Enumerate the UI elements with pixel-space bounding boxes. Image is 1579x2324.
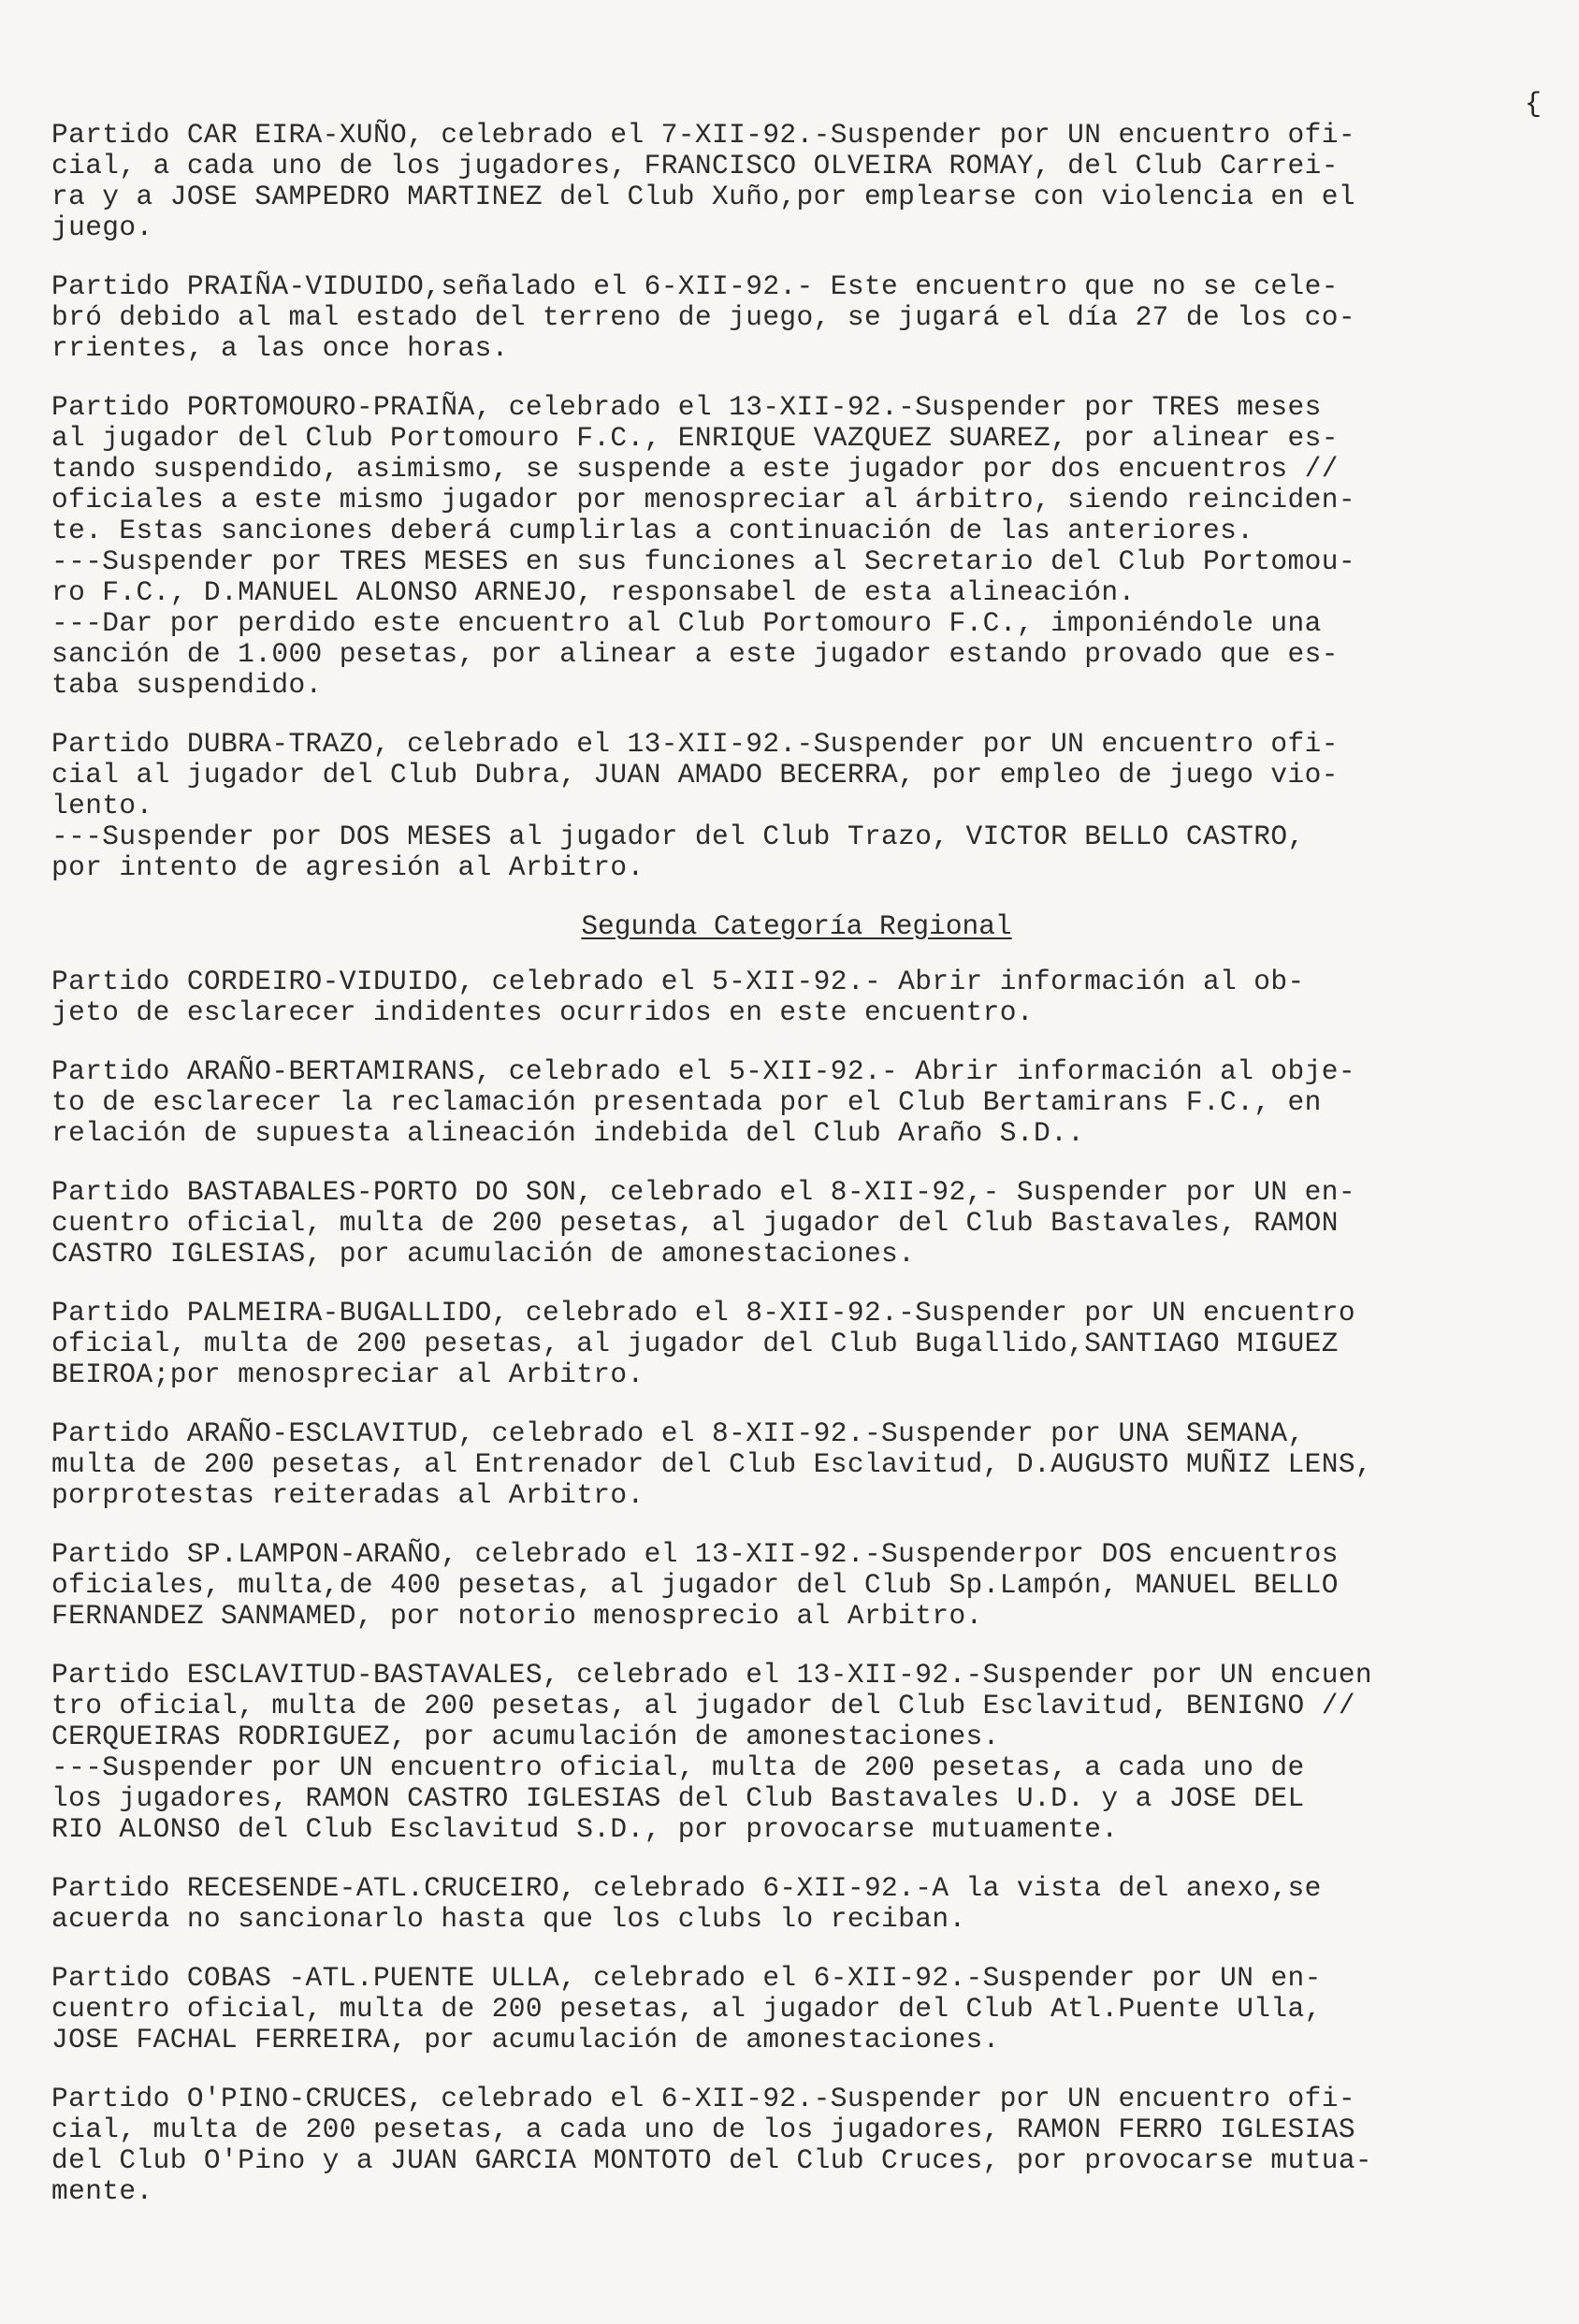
ruling-paragraph: Partido SP.LAMPON-ARAÑO, celebrado el 13-XII-92.-Suspenderpor DOS encuentros oficiales, multa,de 400 pesetas, al jugador del Club Sp.Lampón, MANUEL BELLO FERNANDEZ SANMAMED, por notorio menosprecio al Arbitro. [51, 1538, 1339, 1632]
ruling-paragraph: Partido CORDEIRO-VIDUIDO, celebrado el 5-XII-92.- Abrir información al ob- jeto de esclarecer indidentes ocurridos en este encuentro. [51, 966, 1305, 1028]
section-heading: Segunda Categoría Regional [581, 910, 1012, 942]
ruling-paragraph: Partido PRAIÑA-VIDUIDO,señalado el 6-XII-92.- Este encuentro que no se cele- bró debido al mal estado del terreno de juego, se jugará el día 27 de los co- rrientes, a las once horas. [51, 270, 1355, 364]
ruling-paragraph: Partido ESCLAVITUD-BASTAVALES, celebrado el 13-XII-92.-Suspender por UN encuen tro oficial, multa de 200 pesetas, al jugador del Club Esclavitud, BENIGNO // CERQUEIRAS RODRIGUEZ, por acumulación de amonestaciones. ---Suspender por UN encuentro oficial, multa de 200 pesetas, a cada uno de los jugadores, RAMON CASTRO IGLESIAS del Club Bastavales U.D. y a JOSE DEL RIO ALONSO del Club Esclavitud S.D., por provocarse mutuamente. [51, 1659, 1373, 1845]
ruling-paragraph: Partido ARAÑO-ESCLAVITUD, celebrado el 8-XII-92.-Suspender por UNA SEMANA, multa de 200 pesetas, al Entrenador del Club Esclavitud, D.AUGUSTO MUÑIZ LENS, porprotestas reiteradas al Arbitro. [51, 1417, 1373, 1511]
ruling-paragraph: Partido CAR EIRA-XUÑO, celebrado el 7-XII-92.-Suspender por UN encuentro ofi- cial, a cada uno de los jugadores, FRANCISCO OLVEIRA ROMAY, del Club Carrei- ra y a JOSE SAMPEDRO MARTINEZ del Club Xuño,por emplearse con violencia en el juego. [51, 119, 1355, 243]
ruling-paragraph: Partido PALMEIRA-BUGALLIDO, celebrado el 8-XII-92.-Suspender por UN encuentro oficial, multa de 200 pesetas, al jugador del Club Bugallido,SANTIAGO MIGUEZ BEIROA;por menospreciar al Arbitro. [51, 1297, 1355, 1390]
ruling-paragraph: Partido O'PINO-CRUCES, celebrado el 6-XII-92.-Suspender por UN encuentro ofi- cial, multa de 200 pesetas, a cada uno de los jugadores, RAMON FERRO IGLESIAS del Club O'Pino y a JUAN GARCIA MONTOTO del Club Cruces, por provocarse mutua- mente. [51, 2083, 1373, 2207]
ruling-paragraph: Partido PORTOMOURO-PRAIÑA, celebrado el 13-XII-92.-Suspender por TRES meses al jugador del Club Portomouro F.C., ENRIQUE VAZQUEZ SUAREZ, por alinear es- tando suspendido, asimismo, se suspende a este jugador por dos encuentros // oficiales a este mismo jugador por menospreciar al árbitro, siendo reinciden- te. Estas sanciones deberá cumplirlas a continuación de las anteriores. ---Suspender por TRES MESES en sus funciones al Secretario del Club Portomou- ro F.C., D.MANUEL ALONSO ARNEJO, responsabel de esta alineación. ---Dar por perdido este encuentro al Club Portomouro F.C., imponiéndole una sanción de 1.000 pesetas, por alinear a este jugador estando provado que es- taba suspendido. [51, 391, 1355, 701]
edge-mark: { [1524, 89, 1542, 121]
ruling-paragraph: Partido COBAS -ATL.PUENTE ULLA, celebrado el 6-XII-92.-Suspender por UN en- cuentro oficial, multa de 200 pesetas, al jugador del Club Atl.Puente Ulla, JOSE FACHAL FERREIRA, por acumulación de amonestaciones. [51, 1962, 1322, 2055]
paragraphs-top [51, 120, 1542, 883]
ruling-paragraph: Partido RECESENDE-ATL.CRUCEIRO, celebrado 6-XII-92.-A la vista del anexo,se acuerda no sancionarlo hasta que los clubs lo reciban. [51, 1872, 1322, 1935]
ruling-paragraph: Partido ARAÑO-BERTAMIRANS, celebrado el 5-XII-92.- Abrir información al obje- to de esclarecer la reclamación presentada por el Club Bertamirans F.C., en relación de supuesta alineación indebida del Club Araño S.D.. [51, 1055, 1355, 1149]
ruling-paragraph: Partido BASTABALES-PORTO DO SON, celebrado el 8-XII-92,- Suspender por UN en- cuentro oficial, multa de 200 pesetas, al jugador del Club Bastavales, RAMON CASTRO IGLESIAS, por acumulación de amonestaciones. [51, 1176, 1355, 1270]
paragraphs-bottom [51, 966, 1542, 2207]
ruling-paragraph: Partido DUBRA-TRAZO, celebrado el 13-XII-92.-Suspender por UN encuentro ofi- cial al jugador del Club Dubra, JUAN AMADO BECERRA, por empleo de juego vio- lento. ---Suspender por DOS MESES al jugador del Club Trazo, VICTOR BELLO CASTRO, por intento de agresión al Arbitro. [51, 728, 1339, 883]
